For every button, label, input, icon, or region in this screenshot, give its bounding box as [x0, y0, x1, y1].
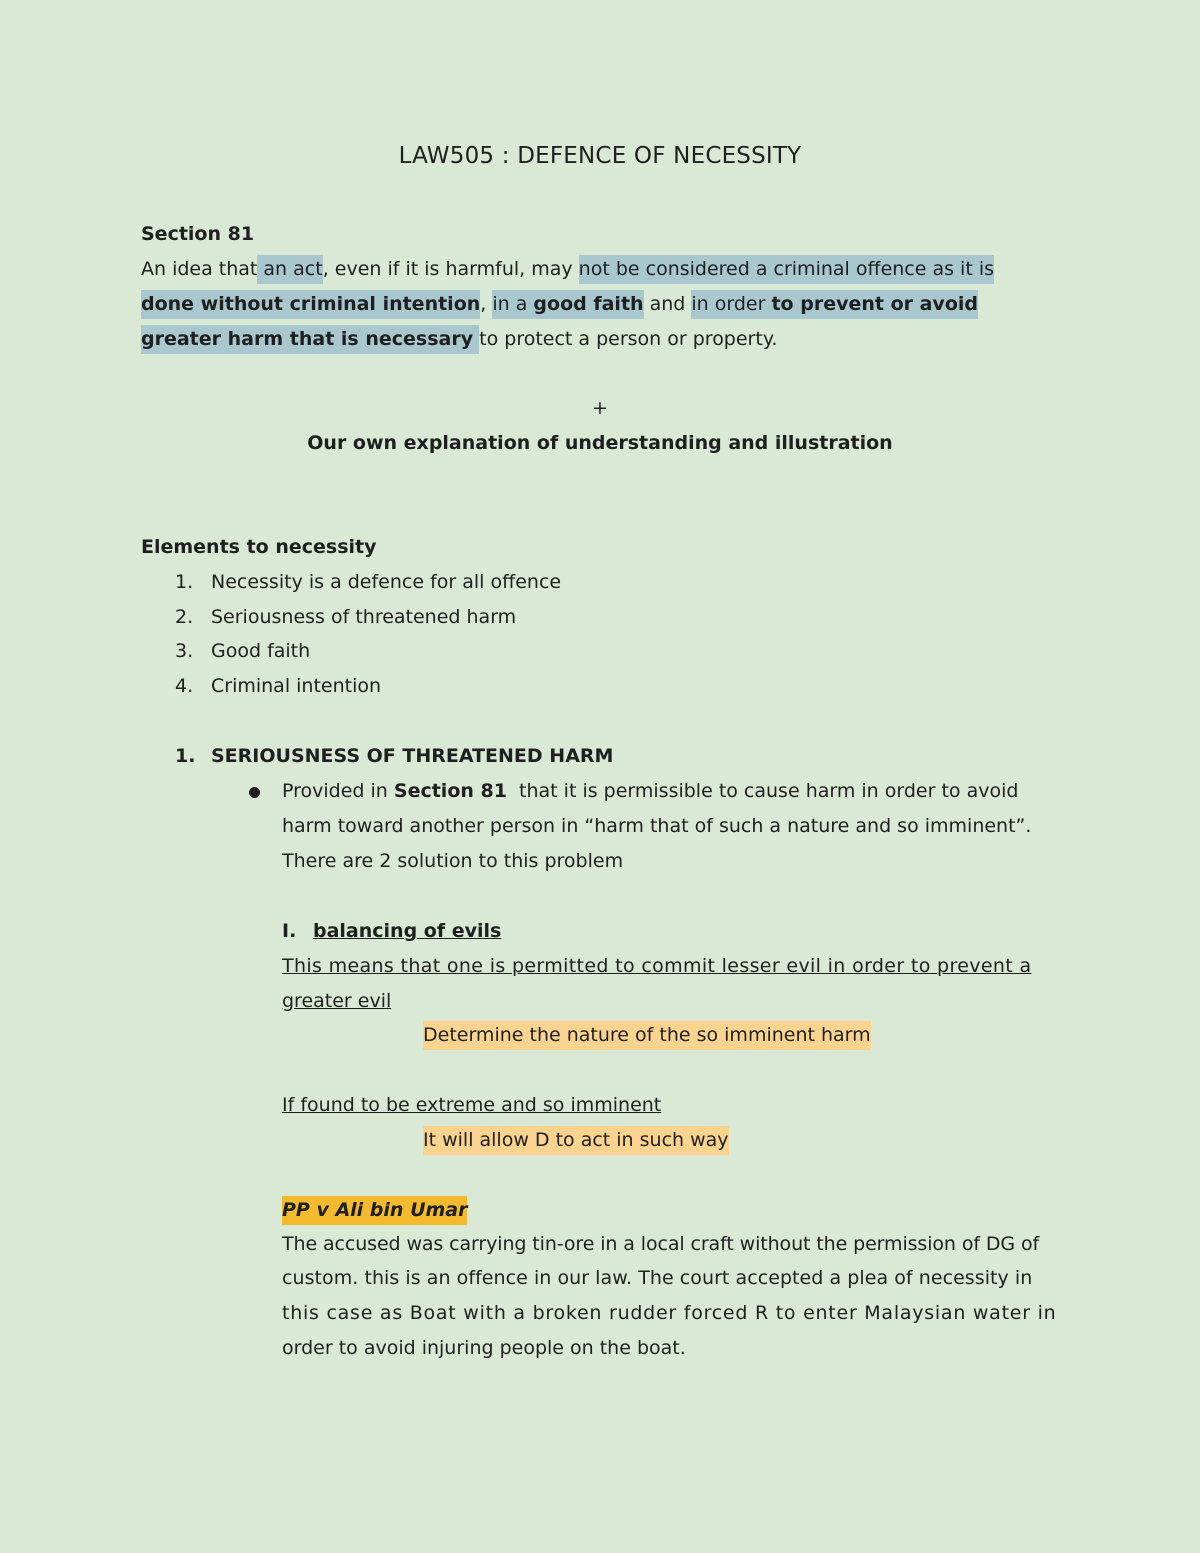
section-81-line-2: done without criminal intention, in a good faith and in order to prevent or avoid: [141, 290, 978, 318]
bullet-line-1: Provided in Section 81 that it is permissible to cause harm in order to avoid: [282, 780, 1019, 802]
page-title: LAW505 : DEFENCE OF NECESSITY: [398, 143, 802, 169]
case-name: PP v Ali bin Umar: [282, 1196, 467, 1224]
list-item-text: Criminal intention: [211, 675, 382, 697]
part-1-number: 1.: [175, 745, 196, 767]
list-item: 1.: [175, 571, 194, 593]
list-item-text: Seriousness of threatened harm: [211, 606, 517, 628]
case-line-2: custom. this is an offence in our law. The court accepted a plea of necessity in: [282, 1267, 1033, 1289]
bullet-icon: [249, 787, 260, 798]
determine-note: Determine the nature of the so imminent harm: [423, 1021, 871, 1049]
plus-sign: +: [592, 397, 608, 419]
sub-1-number: I.: [282, 920, 297, 942]
sub-1-definition-line-2: greater evil: [282, 990, 392, 1012]
list-item-text: Good faith: [211, 640, 311, 662]
part-1-heading: SERIOUSNESS OF THREATENED HARM: [211, 745, 614, 767]
section-81-heading: Section 81: [141, 223, 255, 245]
list-item: 2.: [175, 606, 194, 628]
allow-note: It will allow D to act in such way: [423, 1126, 729, 1154]
case-line-3: this case as Boat with a broken rudder forced R to enter Malaysian water in: [282, 1302, 1057, 1324]
bullet-line-2: harm toward another person in “harm that of such a nature and so imminent”.: [282, 815, 1032, 837]
case-line-1: The accused was carrying tin-ore in a local craft without the permission of DG of: [282, 1233, 1040, 1255]
list-item: 3.: [175, 640, 194, 662]
list-item: 4.: [175, 675, 194, 697]
case-line-4: order to avoid injuring people on the boat.: [282, 1337, 686, 1359]
if-found-line: If found to be extreme and so imminent: [282, 1094, 662, 1116]
sub-1-definition-line-1: This means that one is permitted to commit lesser evil in order to prevent a: [282, 955, 1032, 977]
list-item-text: Necessity is a defence for all offence: [211, 571, 562, 593]
section-81-line-1: An idea that an act, even if it is harmful, may not be considered a criminal offence as it is: [141, 255, 994, 283]
explanation-heading: Our own explanation of understanding and illustration: [307, 432, 893, 454]
section-81-line-3: greater harm that is necessary to protect a person or property.: [141, 325, 777, 353]
bullet-line-3: There are 2 solution to this problem: [282, 850, 624, 872]
sub-1-heading: balancing of evils: [313, 920, 502, 942]
elements-heading: Elements to necessity: [141, 536, 377, 558]
